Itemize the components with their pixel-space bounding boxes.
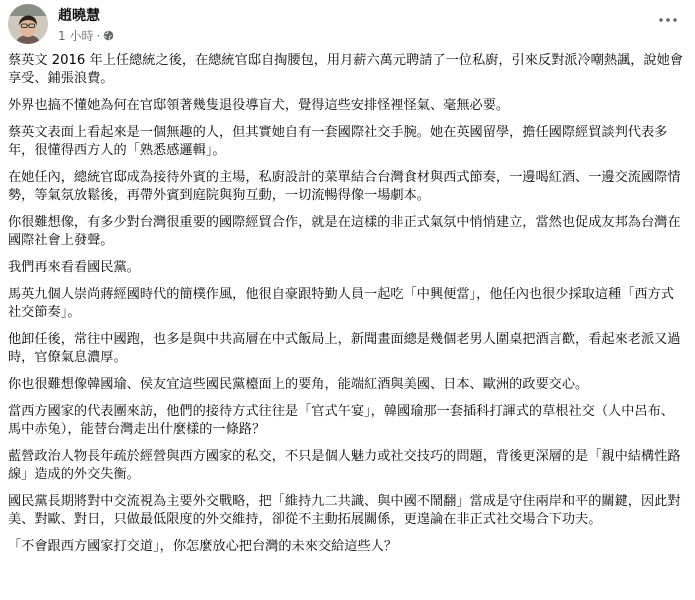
globe-icon [103, 30, 114, 41]
post-paragraph: 蔡英文表面上看起來是一個無趣的人，但其實她自有一套國際社交手腕。她在英國留學，擔任國際經貿談判代表多年，很懂得西方人的「熟悉感邏輯」。 [8, 125, 668, 158]
post-paragraph: 馬英九個人崇尚蔣經國時代的簡樸作風，他很自豪跟特勤人員一起吃「中興便當」，他任內也很少採取這種「西方式社交節奏」。 [8, 287, 674, 320]
post-meta [58, 27, 114, 44]
post-paragraph: 藍營政治人物長年疏於經營與西方國家的私交，不只是個人魅力或社交技巧的問題，背後更深層的是「親中結構性路線」造成的外交失衡。 [8, 449, 681, 482]
post-header [8, 4, 688, 44]
post-paragraph: 在她任內，總統官邸成為接待外賓的主場，私廚設計的菜單結合台灣食材與西式節奏，一邊喝紅酒、一邊交流國際情勢，等氣氛放鬆後，再帶外賓到庭院與狗互動，一切流暢得像一場劇本。 [8, 170, 681, 203]
post-time[interactable]: 1 小時 [58, 29, 94, 43]
post-paragraph: 當西方國家的代表團來訪，他們的接待方式往往是「官式午宴」，韓國瑜那一套插科打諢式的草根社交（人中呂布、馬中赤兔），能替台灣走出什麼樣的一條路？ [8, 404, 674, 437]
avatar-photo-icon [8, 4, 48, 44]
post-paragraph: 你也很難想像韓國瑜、侯友宜這些國民黨檯面上的要角，能端紅酒與美國、日本、歐洲的政要交心。 [8, 377, 589, 392]
post-paragraph: 「不會跟西方國家打交道」，你怎麼放心把台灣的未來交給這些人？ [8, 539, 398, 554]
post-paragraph: 你很難想像，有多少對台灣很重要的國際經貿合作，就是在這樣的非正式氣氛中悄悄建立，當然也促成友邦為台灣在國際社會上發聲。 [8, 215, 681, 248]
more-options-icon [659, 18, 677, 22]
post-body [8, 52, 686, 565]
post-paragraph: 他卸任後，常往中國跑，也多是與中共高層在中式飯局上，新聞畫面總是幾個老男人圍桌把酒言歡，看起來老派又過時，官僚氣息濃厚。 [8, 332, 681, 365]
post-paragraph: 我們再來看看國民黨。 [8, 260, 140, 275]
post-paragraph: 國民黨長期將對中交流視為主要外交戰略，把「維持九二共識、與中國不鬧翻」當成是守住兩岸和平的關鍵，因此對美、對歐、對日，只做最低限度的外交維持，卻從不主動拓展關係，更遑論在非正式社交場合下功夫。 [8, 494, 681, 527]
avatar[interactable] [8, 4, 48, 44]
post-paragraph: 蔡英文 2016 年上任總統之後，在總統官邸自掏腰包，用月薪六萬元聘請了一位私廚，引來反對派冷嘲熱諷，說她會享受、鋪張浪費。 [8, 53, 683, 86]
post-paragraph: 外界也搞不懂她為何在官邸領著幾隻退役導盲犬，覺得這些安排怪裡怪氣、毫無必要。 [8, 98, 510, 113]
more-options-button[interactable] [654, 10, 682, 30]
author-name[interactable]: 趙曉慧 [58, 8, 100, 24]
meta-separator: · [96, 28, 101, 43]
